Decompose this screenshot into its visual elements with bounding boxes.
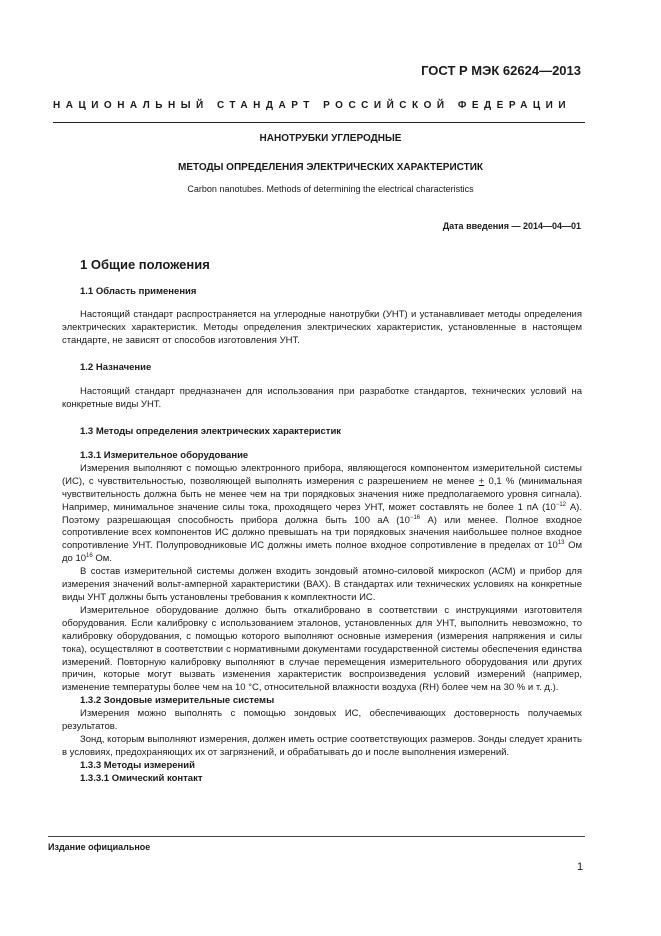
paragraph: Измерения выполняют с помощью электронного прибора, являющегося компонентом измерительной системы (ИС), с чувствительностью, позволяющей выполнять измерения с разрешением не менее + 0,1 % (минимальная чувствительность должна быть не менее чем на три порядковых значения ниже предполагаемого уровня сигнала). Например, минимальное значение силы тока, проходящего через УНТ, может составлять не более 1 пА ($10^{-12}$ А). Поэтому разрешающая способность прибора должна быть 100 аА ($10^{-16}$ А) или менее. Полное входное сопротивление всех компонентов ИС должно превышать на три порядковых значения наибольшее полное входное сопротивление УНТ. Полупроводниковые ИС должны иметь полное входное сопротивление в пределах от $10^{13}$ Ом до $10^{16}$ Ом. (62, 462, 582, 565)
section-1-3-1-heading: 1.3.1 Измерительное оборудование (80, 450, 249, 461)
header-divider (53, 122, 585, 123)
introduction-date: Дата введения — 2014—04—01 (442, 221, 581, 231)
official-edition-label: Издание официальное (48, 842, 151, 852)
national-standard-banner: НАЦИОНАЛЬНЫЙ СТАНДАРТ РОССИЙСКОЙ ФЕДЕРАЦИИ (53, 100, 572, 111)
section-1-3-body (62, 450, 582, 786)
paragraph: Измерительное оборудование должно быть откалибровано в соответствии с инструкциями изготовителя оборудования. Если калибровку с использованием эталонов, установленных для УНТ, выполнить невозможно, то калибровку оборудования, с помощью которого выполняют основные измерения (измерения напряжения и силы тока), осуществляют в соответствии с нормативными документами государственной системы обеспечения единства измерений. Повторную калибровку выполняют в случае перемещения измерительного оборудования или других причин, которые могут вызвать изменения характеристик воспроизведения условий измерений (например, изменение температуры более чем на 10 °С, относительной влажности воздуха (RH) более чем на 30 % и т. д.). (62, 604, 582, 694)
english-title: Carbon nanotubes. Methods of determining the electrical characteristics (187, 184, 474, 194)
footer-divider (48, 836, 585, 837)
paragraph: Настоящий стандарт распространяется на углеродные нанотрубки (УНТ) и устанавливает методы определения электрических характеристик. Методы определения электрических характеристик, установленные в настоящем стандарте, не зависят от способов изготовления УНТ. (62, 309, 582, 346)
section-1-2-heading: 1.2 Назначение (80, 362, 152, 373)
paragraph: Настоящий стандарт предназначен для использования при разработке стандартов, технических условий на конкретные виды УНТ. (62, 386, 582, 410)
paragraph: Зонд, которым выполняют измерения, должен иметь острие соответствующих размеров. Зонды следует хранить в условиях, предохраняющих их от загрязнений, и обрабатывать до и после выполнения измерений. (62, 733, 582, 758)
title-line-2: МЕТОДЫ ОПРЕДЕЛЕНИЯ ЭЛЕКТРИЧЕСКИХ ХАРАКТЕРИСТИК (177, 162, 484, 173)
section-1-1-heading: 1.1 Область применения (80, 286, 197, 297)
page-number: 1 (577, 861, 584, 873)
section-1-3-heading: 1.3 Методы определения электрических характеристик (80, 426, 342, 437)
paragraph: Измерения можно выполнять с помощью зондовых ИС, обеспечивающих достоверность получаемых результатов. (62, 708, 582, 733)
section-1-1-text (62, 309, 582, 348)
section-1-heading: 1 Общие положения (80, 257, 210, 272)
paragraph: В состав измерительной системы должен входить зондовый атомно-силовой микроскоп (АСМ) и прибор для измерения значений вольт-амперной характеристики (ВАХ). В стандартах или технических условиях на конкретные виды УНТ должны быть установлены требования к комплектности ИС. (62, 566, 582, 603)
document-number: ГОСТ Р МЭК 62624—2013 (421, 63, 581, 78)
section-1-2-text (62, 386, 582, 412)
section-1-3-3-heading: 1.3.3 Методы измерений (80, 759, 195, 771)
section-1-3-2-heading: 1.3.2 Зондовые измерительные системы (80, 695, 275, 707)
section-1-3-3-1-heading: 1.3.3.1 Омический контакт (80, 772, 203, 784)
title-line-1: НАНОТРУБКИ УГЛЕРОДНЫЕ (259, 133, 402, 144)
